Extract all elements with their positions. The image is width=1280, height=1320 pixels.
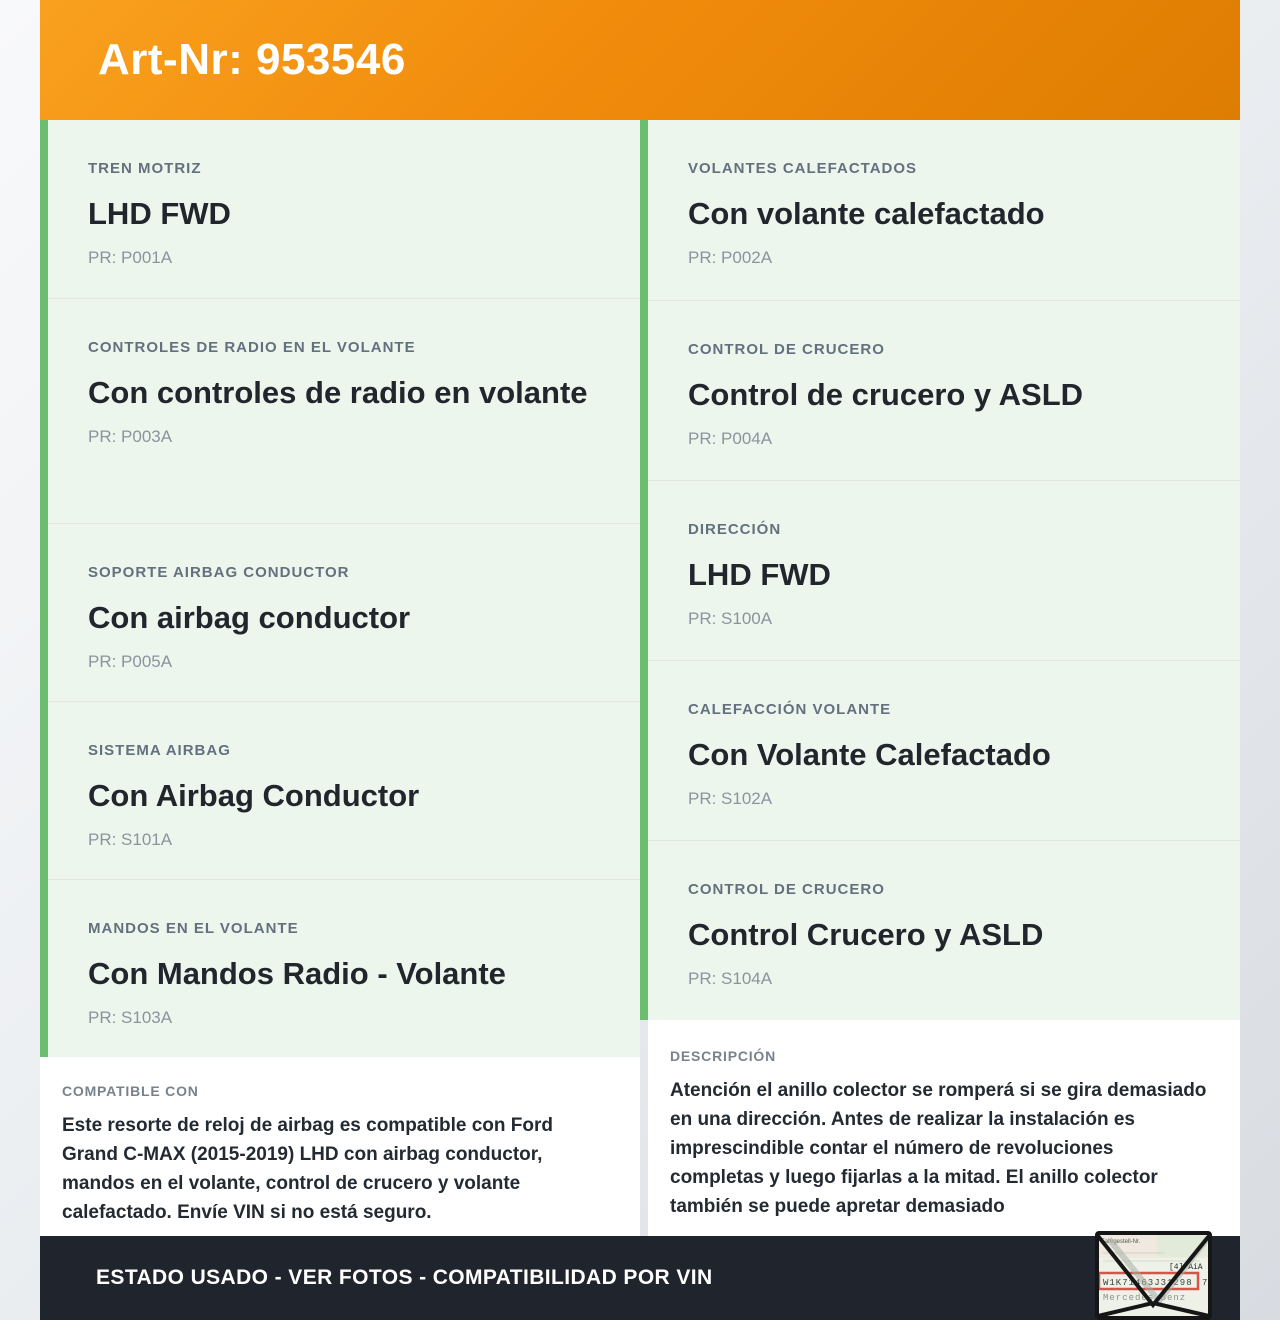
options-columns	[40, 120, 1240, 1236]
option-label: VOLANTES CALEFACTADOS	[688, 160, 918, 177]
brand-text: Mercedes-Benz	[1103, 1293, 1187, 1303]
option-label: DIRECCIÓN	[688, 521, 782, 538]
descripcion-label: DESCRIPCIÓN	[670, 1048, 777, 1064]
vin-envelope-icon	[1095, 1231, 1212, 1320]
option-pr-code: PR: S100A	[688, 609, 773, 628]
option-label: TREN MOTRIZ	[88, 160, 202, 177]
option-section-controles-radio	[48, 298, 640, 523]
option-pr-code: PR: P002A	[688, 248, 773, 267]
option-label: SISTEMA AIRBAG	[88, 742, 231, 759]
option-pr-code: PR: P001A	[88, 248, 173, 267]
option-pr-code: PR: S103A	[88, 1008, 173, 1027]
option-section-mandos-volante	[48, 879, 640, 1057]
option-label: CONTROL DE CRUCERO	[688, 881, 885, 898]
option-pr-code: PR: S104A	[688, 969, 773, 988]
option-section-direccion	[648, 480, 1240, 660]
option-label: CONTROL DE CRUCERO	[688, 341, 885, 358]
option-label: MANDOS EN EL VOLANTE	[88, 920, 299, 937]
option-value: Con airbag conductor	[88, 600, 411, 635]
option-section-soporte-airbag	[48, 523, 640, 701]
left-options-panel	[40, 120, 640, 1057]
option-value: Con controles de radio en volante	[88, 375, 588, 410]
option-pr-code: PR: P005A	[88, 652, 173, 671]
compatible-con-text: Este resorte de reloj de airbag es compatible con Ford Grand C-MAX (2015-2019) LHD con airbag conductor, mandos en el volante, control de crucero y volante calefactado. Envíe VIN si no está seguro.	[62, 1115, 553, 1223]
doc-ref-text: [4] AiA	[1169, 1263, 1203, 1272]
option-pr-code: PR: S101A	[88, 830, 173, 849]
doc-label-text: Fahrgestell-Nr.	[1101, 1239, 1141, 1245]
option-value: Control Crucero y ASLD	[688, 917, 1044, 952]
descripcion-text: Atención el anillo colector se romperá si se gira demasiado en una dirección. Antes de realizar la instalación es imprescindible contar el número de revoluciones completas y luego fijarlas a la mitad. El anillo colector también se puede apretar demasiado	[670, 1080, 1207, 1217]
option-value: Con Mandos Radio - Volante	[88, 956, 506, 991]
option-value: Con Airbag Conductor	[88, 778, 420, 813]
vin-suffix-text: 7	[1202, 1278, 1208, 1288]
vin-text: W1K71463J31298	[1103, 1278, 1193, 1288]
article-number-title: Art-Nr: 953546	[98, 35, 406, 84]
option-pr-code: PR: S102A	[688, 789, 773, 808]
compatible-con-label: COMPATIBLE CON	[62, 1083, 199, 1099]
option-value: Con Volante Calefactado	[688, 737, 1051, 772]
footer-status-text: ESTADO USADO - VER FOTOS - COMPATIBILIDAD POR VIN	[96, 1266, 713, 1289]
listing-page	[40, 0, 1240, 1320]
option-section-control-crucero-2	[648, 840, 1240, 1020]
option-value: LHD FWD	[688, 557, 831, 592]
option-pr-code: PR: P003A	[88, 427, 173, 446]
option-section-volantes-calefactados	[648, 120, 1240, 300]
option-section-tren-motriz	[48, 120, 640, 298]
descripcion-card	[648, 1020, 1240, 1236]
option-section-calefaccion-volante	[648, 660, 1240, 840]
footer-bar	[40, 1236, 1240, 1320]
option-value: Con volante calefactado	[688, 196, 1045, 231]
vin-envelope-image	[1095, 1231, 1212, 1320]
option-label: CALEFACCIÓN VOLANTE	[688, 701, 892, 718]
right-options-panel	[640, 120, 1240, 1020]
right-column	[640, 120, 1240, 1236]
option-section-sistema-airbag	[48, 701, 640, 879]
option-value: Control de crucero y ASLD	[688, 377, 1084, 412]
option-label: SOPORTE AIRBAG CONDUCTOR	[88, 564, 350, 581]
option-label: CONTROLES DE RADIO EN EL VOLANTE	[88, 339, 416, 356]
compatible-con-card	[40, 1057, 640, 1236]
header-banner	[40, 0, 1240, 120]
option-pr-code: PR: P004A	[688, 429, 773, 448]
option-section-control-crucero-1	[648, 300, 1240, 480]
left-column	[40, 120, 640, 1236]
option-value: LHD FWD	[88, 196, 231, 231]
